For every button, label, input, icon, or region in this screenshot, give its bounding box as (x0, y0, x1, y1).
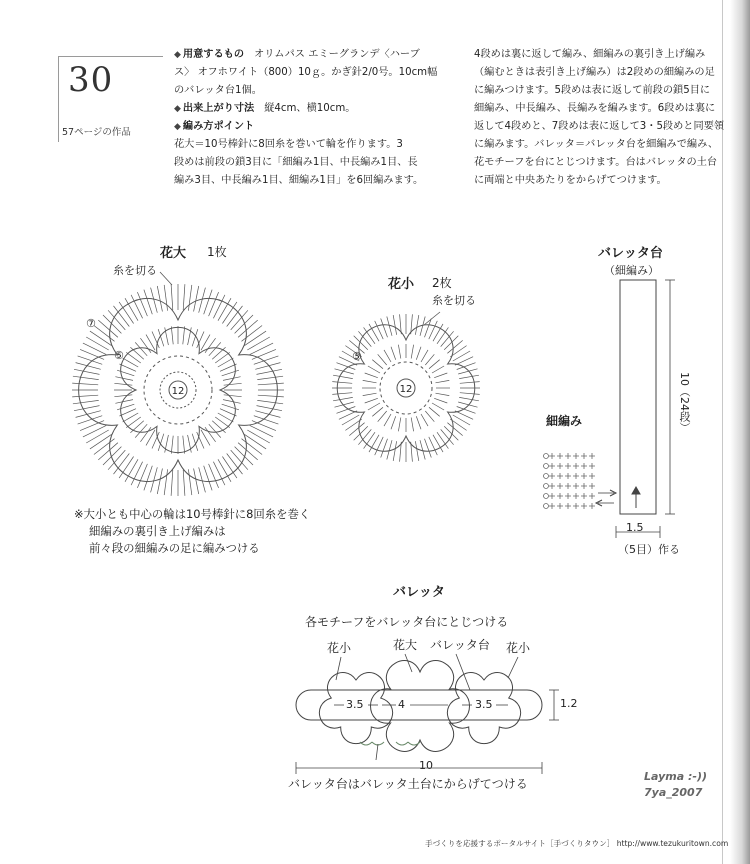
points-text-2: 段めは前段の鎖3目に「細編み1目、中長編み1目、長 (174, 157, 418, 168)
materials-text-3: のバレッタ台1個。 (174, 85, 262, 96)
note-line-2: 細編みの裏引き上げ編みは (89, 524, 226, 538)
pattern-number: 30 (68, 60, 114, 100)
footer-text: 手づくりを応援するポータルサイト［手づくりタウン］ http://www.tezukuritown.com (425, 839, 729, 848)
method-text-5: 返して4段めと、7段めは表に返して3・5段めと同要領 (474, 121, 725, 132)
diamond-bullet-icon: ◆ (174, 50, 181, 60)
points-heading: 編み方ポイント (182, 121, 255, 132)
small-flower-title: 花小 (388, 277, 415, 292)
barrette-base-width-note: （5目）作る (618, 543, 680, 556)
method-text-6: に編みます。バレッタ＝バレッタ台を細編みで編み、 (474, 139, 719, 150)
pattern-reference: 57ページの作品 (62, 127, 131, 138)
barrette-dim-height: 1.2 (560, 697, 578, 710)
method-text-7: 花モチーフを台にとじつけます。台はバレッタの土台 (474, 157, 718, 168)
barrette-base-subtitle: （細編み） (604, 264, 659, 277)
size-heading: 出来上がり寸法 (182, 103, 255, 114)
small-flower-count: 2枚 (432, 276, 452, 290)
barrette-base-height-label: 10（24段） (678, 372, 691, 433)
leader-line (405, 654, 412, 672)
leader-line (456, 654, 470, 690)
diamond-bullet-icon: ◆ (174, 104, 181, 114)
large-flower-title: 花大 (160, 246, 187, 261)
method-text-2: （編むときは表引き上げ編み）は2段めの細編みの足 (474, 67, 715, 78)
small-flower-cut-label: 糸を切る (432, 294, 476, 307)
large-flower-round-5: ⑤ (114, 349, 124, 362)
points-text-3: 編み3目、中長編み1目、細編み1目」を6回編みます。 (174, 175, 424, 186)
method-text-8: に両端と中央あたりをからげてつけます。 (474, 175, 667, 186)
assembly-small-flower-left (319, 673, 392, 744)
large-flower-center-count: 12 (171, 386, 185, 397)
materials-text-1: オリムパス エミーグランデ〈ハーブ (254, 49, 420, 60)
barrette-bottom-caption: バレッタ台はバレッタ土台にからげてつける (288, 777, 528, 791)
method-text-4: 細編み、中長編み、長編みを編みます。6段めは裏に (474, 103, 716, 114)
barrette-label-small-left: 花小 (327, 641, 352, 655)
diamond-bullet-icon: ◆ (174, 122, 181, 132)
stitch-detail-label: 細編み (546, 414, 583, 428)
leader-line (376, 744, 378, 760)
materials-text-2: ス〉 オフホワイト（800）10ｇ。かぎ針2/0号。10cm幅 (174, 67, 438, 78)
barrette-dim-width: 10 (419, 759, 433, 772)
barrette-base-title: バレッタ台 (598, 246, 663, 261)
barrette-label-small-right: 花小 (506, 641, 531, 655)
size-value: 縦4cm、横10cm。 (264, 103, 356, 114)
assembly-large-flower (371, 661, 470, 752)
barrette-label-base: バレッタ台 (430, 638, 490, 652)
barrette-dim-small-left: 3.5 (346, 698, 364, 711)
large-flower-round-7: ⑦ (86, 317, 96, 330)
signature-line-2: 7ya_2007 (644, 786, 703, 799)
large-flower-cut-label: 糸を切る (113, 264, 157, 277)
small-flower-round-5: ⑤ (352, 350, 362, 363)
barrette-base-width-value: 1.5 (626, 521, 644, 534)
materials-heading: 用意するもの (182, 49, 245, 60)
barrette-dim-small-right: 3.5 (475, 698, 493, 711)
leader-line (336, 657, 341, 680)
note-line-1: ※大小とも中心の輪は10号棒針に8回糸を巻く (74, 507, 311, 521)
signature-line-1: Layma :-)) (644, 770, 707, 783)
small-flower-center-count: 12 (399, 384, 413, 395)
assembly-small-flower-right (447, 673, 520, 744)
large-flower-count: 1枚 (207, 245, 227, 259)
barrette-instruction: 各モチーフをバレッタ台にとじつける (305, 615, 509, 629)
points-text-1: 花大＝10号棒針に8回糸を巻いて輪を作ります。3 (174, 139, 403, 150)
barrette-label-large: 花大 (393, 638, 418, 652)
method-text-3: に編みつけます。5段めは表に返して前段の鎖5目に (474, 85, 711, 96)
barrette-dim-large: 4 (398, 698, 405, 711)
method-text-1: 4段めは裏に返して編み、細編みの裏引き上げ編み (474, 49, 706, 60)
barrette-title: バレッタ (393, 585, 445, 600)
leader-line (508, 657, 518, 678)
note-line-3: 前々段の細編みの足に編みつける (89, 541, 260, 555)
